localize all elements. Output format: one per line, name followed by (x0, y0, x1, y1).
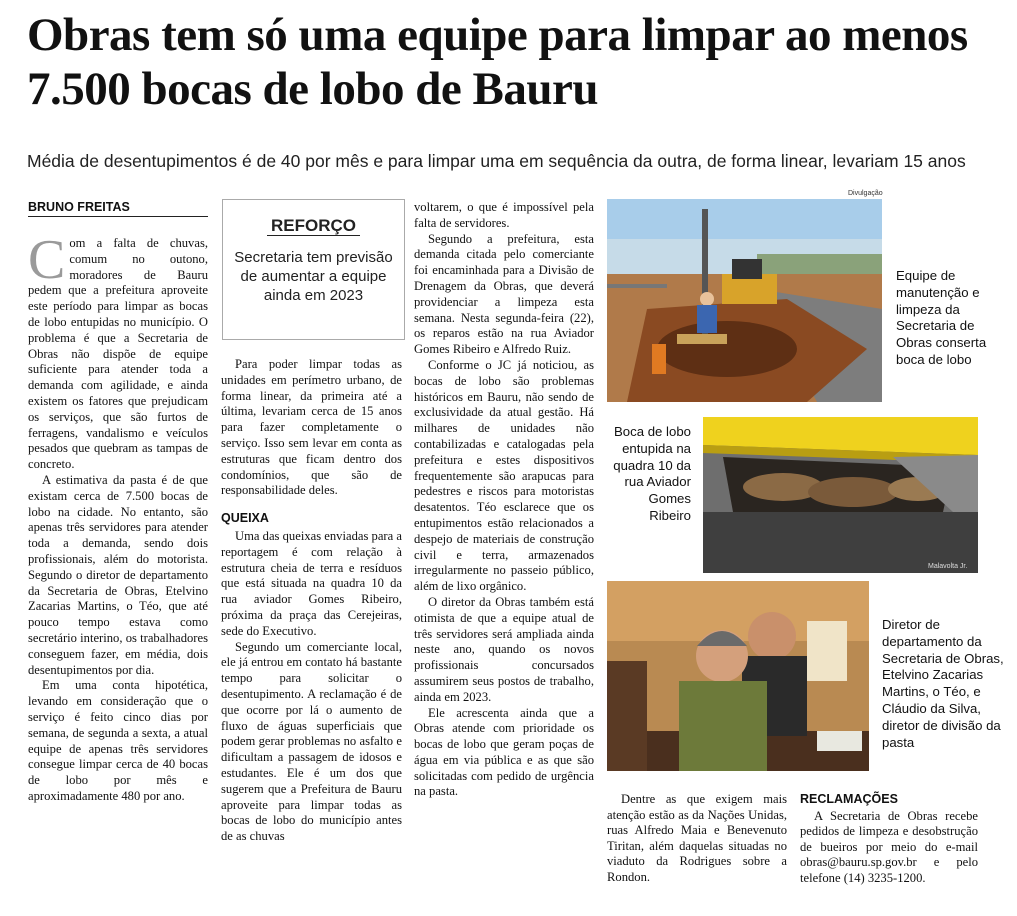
photo-road-repair (607, 199, 882, 402)
headline: Obras tem só uma equipe para limpar ao menos 7.500 bocas de lobo de Bauru (27, 9, 968, 115)
subheadline: Média de desentupimentos é de 40 por mês e para limpar uma em sequência da outra, de forma linear, levariam 15 anos (27, 151, 966, 171)
photo-directors (607, 581, 869, 771)
clogged-drain-image (703, 417, 978, 573)
photo-credit: Malavolta Jr. (928, 563, 968, 570)
lead-text: om a falta de chuvas, comum no outono, moradores de Bauru pedem que a prefeitura aproveite este período para limpar as bocas de lobo entupidas no município. O problema é que a Secretaria de Obras não dispõe de equipe suficiente para atender toda a demanda com agilidade, e ainda existem os fatores que prejudicam os serviços, que são furtos de ferragens, vandalismo e veículos pesados que quebram as tampas de concreto. (28, 236, 208, 472)
paragraph: Ele acrescenta ainda que a Obras atende com prioridade os bocas de lobo que geram poças de água em via pública e as que são solicitadas com pedido de urgência na pasta. (414, 705, 594, 799)
photo-credit: Divulgação (848, 190, 883, 197)
article-column-1 (28, 229, 208, 805)
photo-caption-3: Diretor de departamento da Secretaria de Obras, Etelvino Zacarias Martins, o Téo, e Cláudio da Silva, diretor de divisão da pasta (882, 617, 1004, 750)
photo-clogged-drain (703, 417, 978, 573)
road-repair-image (607, 199, 882, 402)
box-title (223, 216, 404, 236)
paragraph: O diretor da Obras também está otimista de que a equipe atual de três servidores será ampliada ainda neste ano, quando os novos profissionais concursados assumirem seus postos de trabalho, ainda em 2023. (414, 594, 594, 704)
paragraph: Em uma conta hipotética, levando em consideração que o serviço é feito cinco dias por semana, de segunda a sexta, a atual equipe de apenas três servidores consegue limpar cerca de 40 bocas de lobo por mês e aproximadamente 480 por ano. (28, 678, 208, 803)
paragraph: Segundo a prefeitura, esta demanda citada pelo comerciante foi encaminhada para a Divisão de Drenagem da Obras, que deverá providenciar a limpeza esta semana. Nesta segunda-feira (22), os reparos estão na rua Aviador Gomes Ribeiro e Alfredo Ruiz. (414, 231, 594, 357)
paragraph: Para poder limpar todas as unidades em perímetro urbano, de forma linear, da primeira até a última, levariam cerca de 15 anos para fazer completamente o serviço. Isso sem levar em conta as estruturas que ficam dentro dos condomínios, que são de responsabilidade deles. (221, 357, 402, 498)
paragraph: A Secretaria de Obras recebe pedidos de limpeza e desobstrução de bueiros por meio do e-mail obras@bauru.sp.gov.br e pelo telefone (14) 3235-1200. (800, 808, 978, 885)
section-heading-queixa: QUEIXA (221, 511, 269, 526)
byline: BRUNO FREITAS (28, 200, 208, 217)
article-column-5 (800, 792, 978, 887)
drop-cap: C (28, 229, 66, 291)
paragraph: voltarem, o que é impossível pela falta de servidores. (414, 200, 594, 230)
sidebar-box-reforco (222, 199, 405, 340)
article-column-3 (414, 200, 594, 800)
article-column-4 (607, 792, 787, 886)
section-heading-reclamacoes: RECLAMAÇÕES (800, 792, 898, 806)
paragraph: Conforme o JC já noticiou, as bocas de lobo são problemas históricos em Bauru, não sendo de exclusividade da atual gestão. Há milhares de unidades não contabilizadas e catalogadas pela prefeitura e estes dispositivos frequentemente são arapucas para pedestres e riscos para motoristas desatentos. Téo esclarece que os entupimentos estão relacionados a despejo de materiais de construção civil e terra, armazenados irregularmente no passeio público, além de lixo orgânico. (414, 357, 594, 594)
box-title-text: REFORÇO (267, 216, 360, 236)
article-column-2 (221, 357, 402, 845)
box-text: Secretaria tem previsão de aumentar a equipe ainda em 2023 (234, 249, 393, 304)
paragraph: A estimativa da pasta é de que existam cerca de 7.500 bocas de lobo na cidade. No entanto, são apenas três servidores para atender toda a demanda, sendo dois profissionais, além do motorista. Segundo o diretor de departamento da Secretaria de Obras, Etelvino Zacarias Martins, o Téo, que até pouco tempo estava como secretário interino, os trabalhadores conseguem fazer, em média, dois desentupimentos por dia. (28, 472, 208, 677)
paragraph: Uma das queixas enviadas para a reportagem é com relação à estrutura cheia de terra e resíduos que está situada na quadra 10 da rua aviador Gomes Ribeiro, próxima da praça das Cerejeiras, sede do Executivo. (221, 528, 402, 638)
lead-paragraph (28, 229, 208, 473)
paragraph: Segundo um comerciante local, ele já entrou em contato há bastante tempo para solicitar o desentupimento. A reclamação é de que ocorre por lá o aumento de fluxo de águas superficiais que podem gerar problemas no asfalto e dificultam a passagem de idosos e estudantes. Ele é um dos que sugerem que a Prefeitura de Bauru aproveite para limpar todas as bocas de lobo do município antes de as chuvas (221, 639, 402, 844)
directors-image (607, 581, 869, 771)
paragraph: Dentre as que exigem mais atenção estão as da Nações Unidas, ruas Alfredo Maia e Benevenuto Tiritan, além daquelas situadas no viaduto da Rodrigues sobre a Rondon. (607, 792, 787, 884)
photo-caption-2: Boca de lobo entupida na quadra 10 da rua Aviador Gomes Ribeiro (613, 424, 691, 523)
photo-caption-1: Equipe de manutenção e limpeza da Secretaria de Obras conserta boca de lobo (896, 268, 987, 367)
